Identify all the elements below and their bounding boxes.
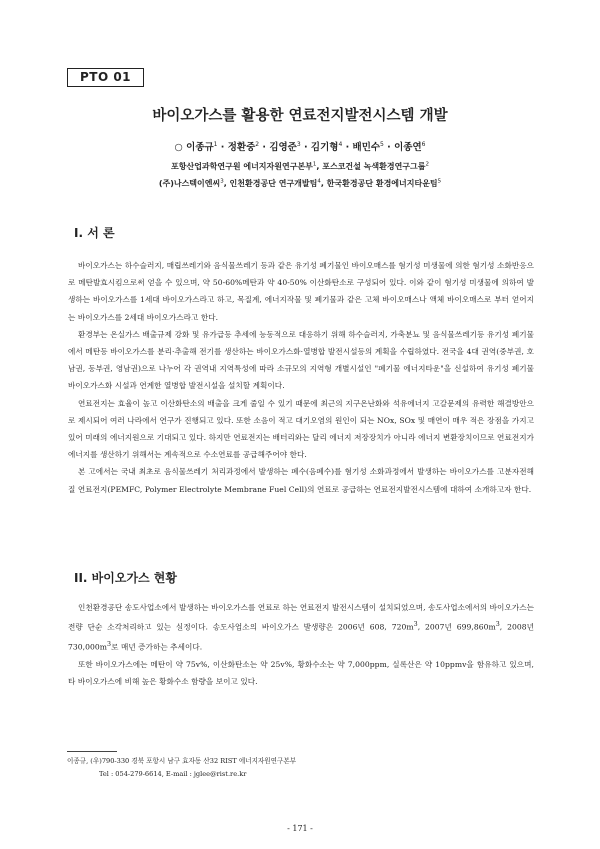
affiliation: , 한국환경공단 환경에너지타운팀 bbox=[320, 179, 438, 188]
paragraph: 바이오가스는 하수슬러지, 매립쓰레기와 음식물쓰레기 등과 같은 유기성 폐기물인 바이오매스를 혐기성 미생물에 의한 혐기성 소화반응으로 메탄발효시킴으로써 얻을 수 있으며, 약 50-60%메탄과 약 40-50% 이산화탄소로 구성되어 있다. 이와 같이 혐기성 미생물에 의하여 발생하는 바이오가스를 1세대 바이오가스라고 하고, 목질계, 에너지작물 및 폐기물과 같은 고체 바이오매스나 액체 바이오매스로 부터 얻어지는 바이오가스를 2세대 바이오가스라고 한다. bbox=[68, 261, 534, 322]
affiliation-sup: 5 bbox=[437, 178, 442, 185]
author-sup: 2 bbox=[255, 140, 260, 148]
affiliation-sup: 1 bbox=[312, 161, 317, 168]
paragraph: 연료전지는 효율이 높고 이산화탄소의 배출을 크게 줄일 수 있기 때문에 최근의 지구온난화와 석유에너지 고갈문제의 유력한 해결방안으로 제시되어 여러 나라에서 연구가 진행되고 있다. 또한 소음이 적고 대기오염의 원인이 되는 NOx, SOx 및 매연이 매우 적은 장점을 가지고 있어 미래의 에너지원으로 기대되고 있다. 하지만 연료전지는 배터리와는 달리 에너지 저장장치가 아니라 에너지 변환장치이므로 연료전지가 에너지를 생산하기 위해서는 계속적으로 수소연료를 공급해주어야 한다. bbox=[68, 398, 534, 460]
footnote bbox=[67, 755, 547, 781]
author-prefix: · bbox=[383, 142, 395, 153]
unit-superscript: 3 bbox=[495, 621, 500, 629]
paragraph bbox=[68, 599, 534, 656]
text-segment: 인천환경공단 송도사업소에서 발생하는 바이오가스를 연료로 하는 연료전지 발전시스템이 설치되었으며, 송도사업소에서의 바이오가스는 전량 단순 소각처리하고 있는 실정이다. 송도사업소의 바이오가스 발생량은 2006년 608, 720m bbox=[68, 603, 534, 632]
biogas-status-body bbox=[68, 599, 534, 690]
author-sup: 5 bbox=[380, 140, 384, 148]
paper-title: 바이오가스를 활용한 연료전지발전시스템 개발 bbox=[152, 108, 448, 124]
text-segment: , 2008년 730,000m bbox=[68, 622, 534, 652]
affiliation-sup: 3 bbox=[220, 178, 224, 185]
footnote-divider bbox=[67, 751, 117, 752]
author-name: 김기형 bbox=[310, 142, 339, 153]
author-prefix: ○ bbox=[174, 142, 187, 153]
unit-superscript: 3 bbox=[107, 640, 112, 648]
author-sup: 3 bbox=[296, 140, 301, 148]
footnote-address: 이종규, (우)790-330 경북 포항시 남구 효자동 산32 RIST 에너지자원연구본부 bbox=[67, 757, 297, 765]
paragraph: 본 고에서는 국내 최초로 음식물쓰레기 처리과정에서 발생하는 폐수(음폐수)를 혐기성 소화과정에서 발생하는 바이오가스를 고분자전해질 연료전지(PEMFC, Polymer Electrolyte Membrane Fuel Cell)의 연료로 공급하는 연료전지발전시스템에 대하여 소개하고자 한다. bbox=[68, 467, 534, 494]
author-list bbox=[0, 139, 600, 153]
affiliation: 포항산업과학연구원 에너지자원연구본부 bbox=[171, 162, 313, 171]
author-name: 김영준 bbox=[269, 142, 297, 153]
page-number: - 171 - bbox=[287, 824, 313, 833]
author-prefix: · bbox=[300, 142, 311, 153]
author-sup: 1 bbox=[213, 140, 218, 148]
affiliation-line-1 bbox=[0, 161, 600, 172]
unit-superscript: 3 bbox=[413, 621, 418, 629]
text-segment: , 2007년 699,860m bbox=[417, 622, 496, 632]
affiliation-sup: 4 bbox=[317, 178, 321, 185]
author-name: 정환중 bbox=[227, 142, 256, 153]
affiliation: , 포스코건설 녹색환경연구그룹 bbox=[316, 162, 426, 171]
text-segment: 로 매년 증가하는 추세이다. bbox=[111, 642, 203, 652]
affiliation: (주)나스텍이엔씨 bbox=[158, 179, 221, 188]
section-heading-introduction: I. 서 론 bbox=[74, 226, 115, 240]
author-prefix: · bbox=[217, 142, 228, 153]
affiliation-sup: 2 bbox=[425, 161, 429, 168]
session-label: PTO 01 bbox=[67, 68, 144, 87]
author-name: 이종연 bbox=[394, 142, 422, 153]
author-prefix: · bbox=[259, 142, 270, 153]
introduction-body bbox=[68, 257, 534, 498]
section-heading-biogas-status: II. 바이오가스 현황 bbox=[74, 571, 177, 585]
author-sup: 4 bbox=[338, 140, 343, 148]
author-name: 이종규 bbox=[186, 142, 214, 153]
author-name: 배민수 bbox=[352, 142, 381, 153]
paragraph: 또한 바이오가스에는 메탄이 약 75v%, 이산화탄소는 약 25v%, 황화수소는 약 7,000ppm, 실록산은 약 10ppmv을 함유하고 있으며, 타 바이오가스에 비해 높은 황화수소 함량을 보이고 있다. bbox=[68, 659, 534, 686]
paragraph: 환경부는 온실가스 배출규제 강화 및 유가급등 추세에 능동적으로 대응하기 위해 하수슬러지, 가축분뇨 및 음식물쓰레기등 유기성 폐기물에서 메탄등 바이오가스를 분리·추출해 전기를 생산하는 바이오가스화·열병합 발전시설등의 계획을 수립하였다. 전국을 4대 권역(중부권, 호남권, 동부권, 영남권)으로 나누어 각 권역내 지역특성에 따라 소규모의 지역형 개별시설인 "폐기물 에너지타운"을 신설하여 유기성 폐기물 바이오가스화 시설과 연계한 열병합 발전시설을 설치할 계획이다. bbox=[68, 329, 534, 391]
author-prefix: · bbox=[342, 142, 353, 153]
author-sup: 6 bbox=[421, 140, 426, 148]
affiliation-line-2 bbox=[0, 178, 600, 189]
footnote-contact: Tel : 054-279-6614, E-mail : jglee@rist.re.kr bbox=[99, 770, 247, 778]
affiliation: , 인천환경공단 연구개발팀 bbox=[223, 179, 318, 188]
